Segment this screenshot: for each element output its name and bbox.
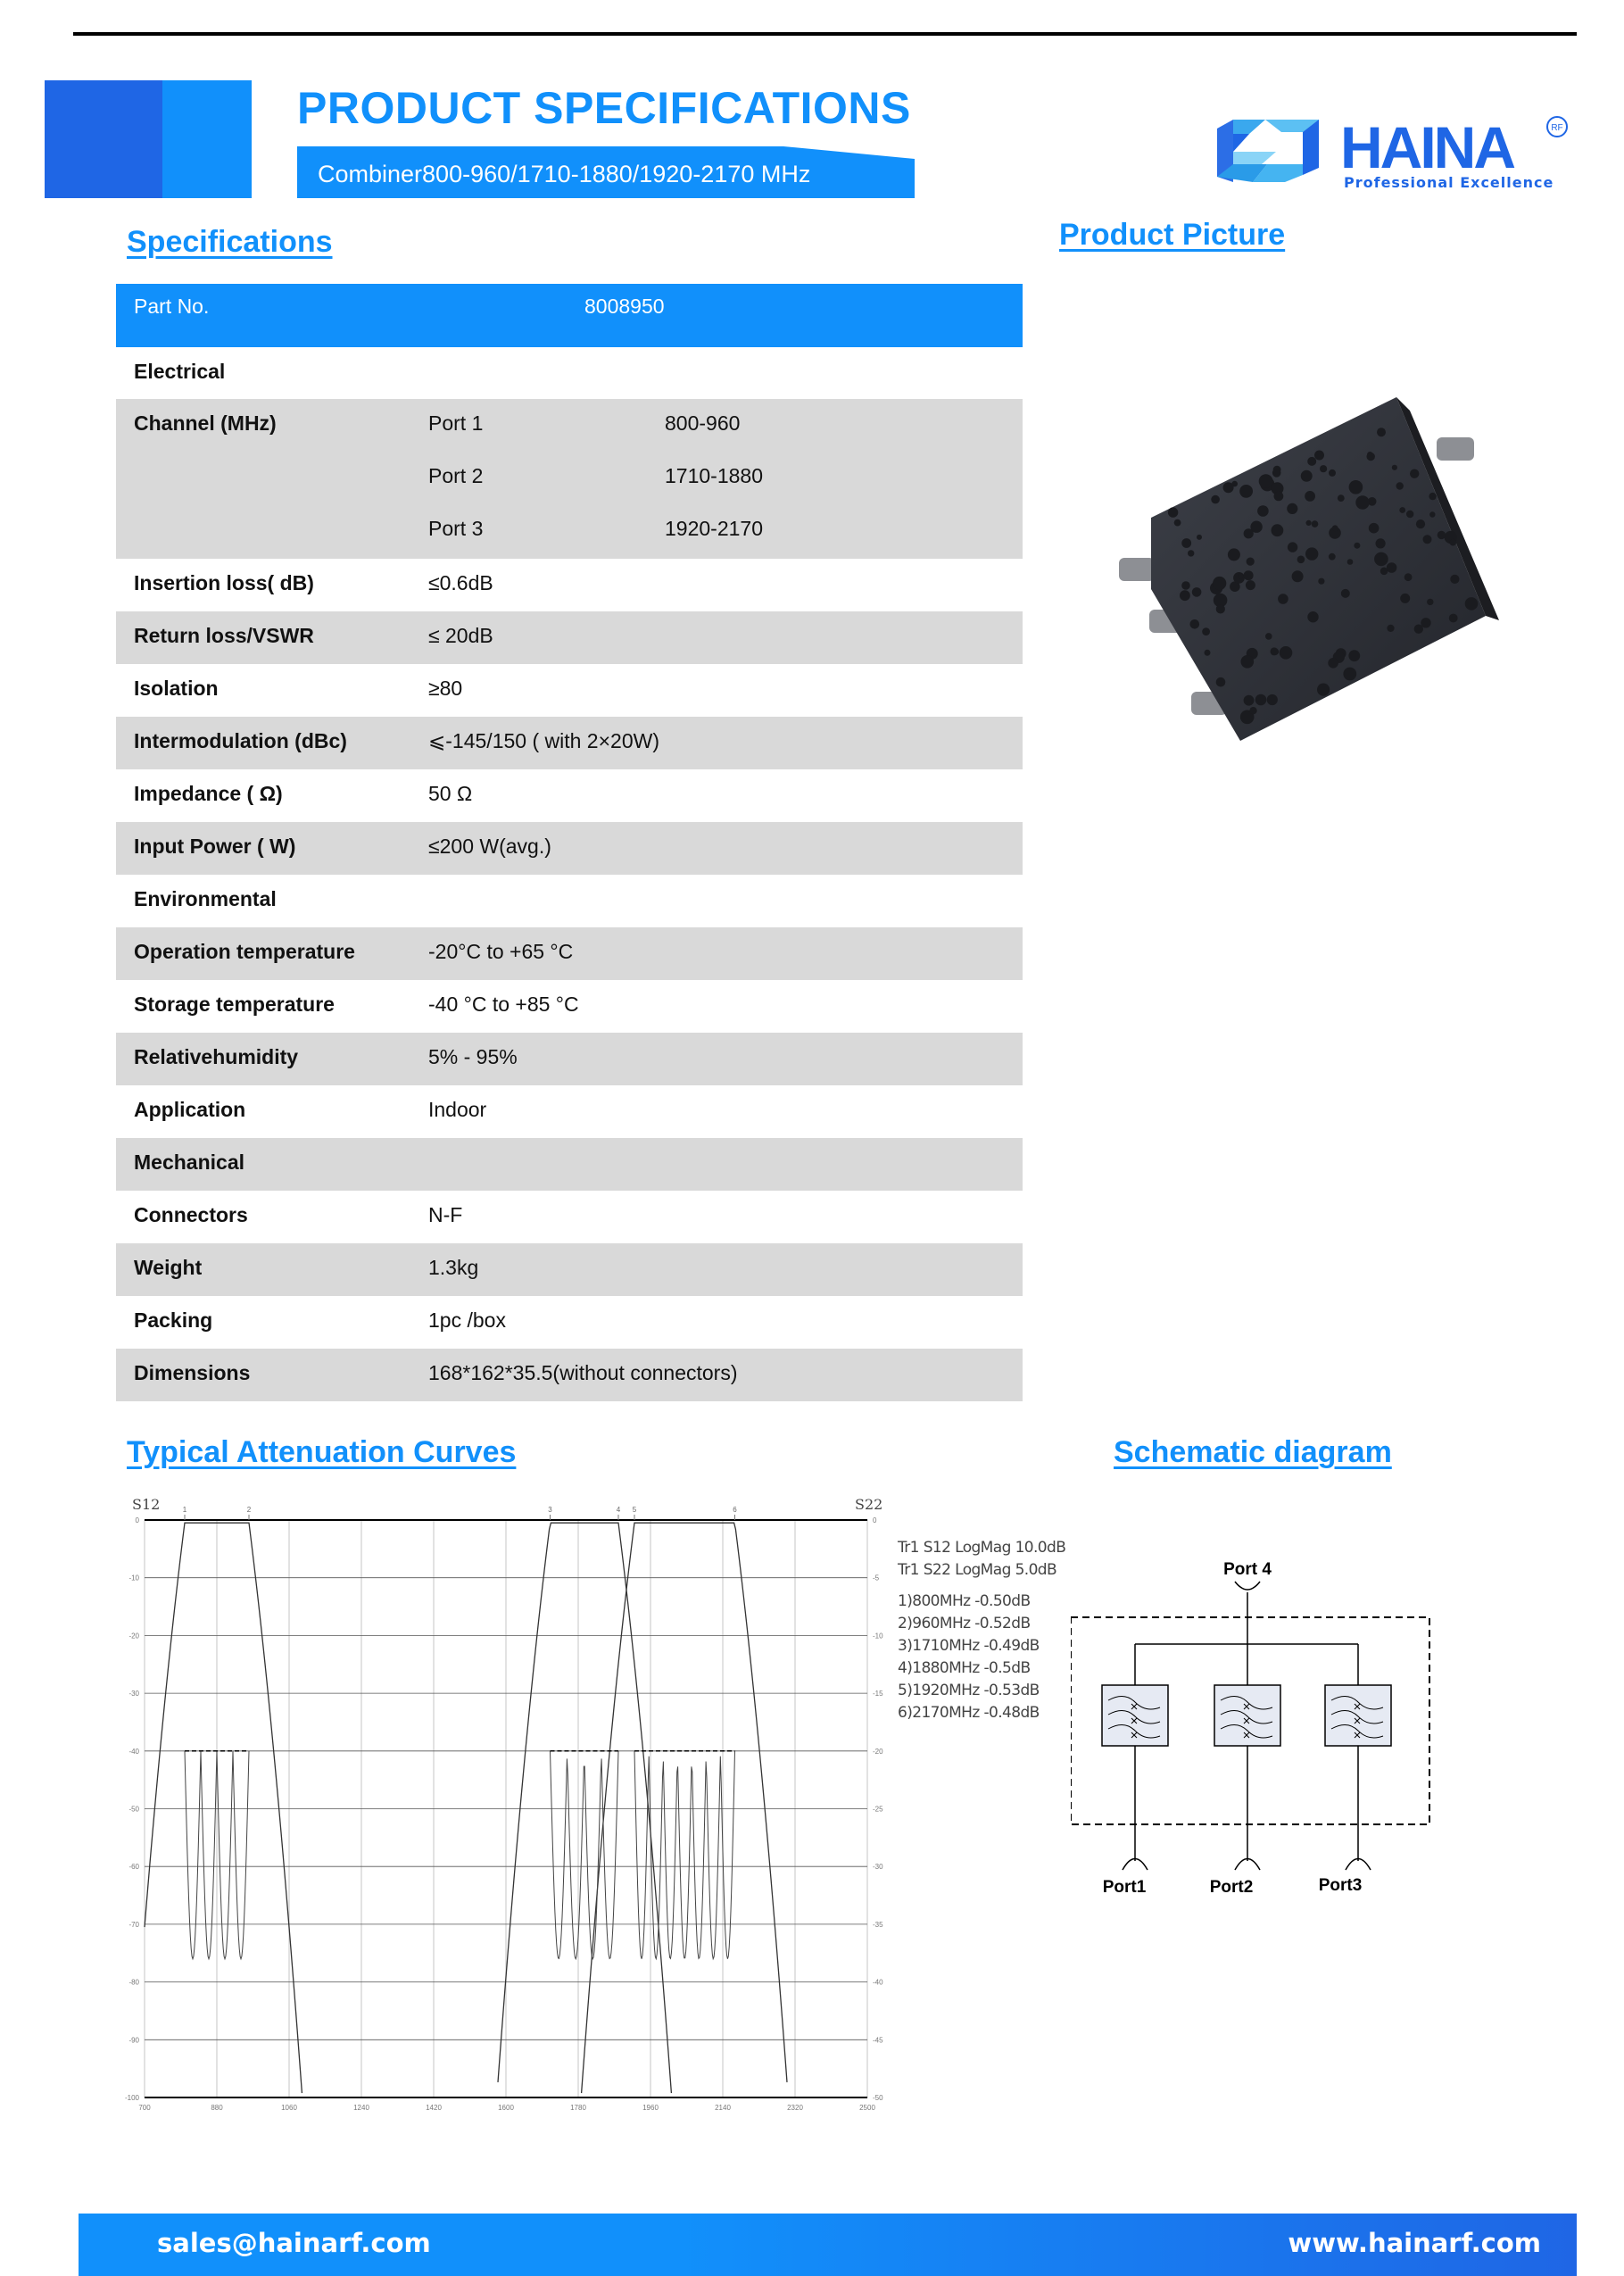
x-tick-label: 700 (138, 2104, 151, 2112)
x-tick-label: 2320 (787, 2104, 803, 2112)
s22-curve (634, 1751, 735, 1959)
tuning-screw (1244, 528, 1254, 538)
tuning-screw (1438, 531, 1446, 539)
y-tick-label-left: -60 (128, 1863, 139, 1872)
tuning-screw (1239, 485, 1253, 498)
y-tick-label-right: -35 (873, 1920, 883, 1929)
tuning-screw (1328, 658, 1338, 669)
x-tick-label: 1780 (570, 2104, 586, 2112)
s12-curve (582, 1523, 787, 2093)
spec-row (116, 927, 1023, 980)
tuning-screw (1257, 505, 1269, 517)
antenna-icon (1235, 1582, 1260, 1590)
spec-label: Dimensions (134, 1361, 251, 1384)
header-block-light (162, 80, 252, 198)
tuning-screw (1329, 469, 1336, 477)
y-tick-label-left: -30 (128, 1690, 139, 1699)
spec-row (116, 1243, 1023, 1296)
footer-website[interactable]: www.hainarf.com (1288, 2228, 1541, 2258)
schematic-heading: Schematic diagram (1114, 1435, 1392, 1469)
header-block-dark (45, 80, 162, 198)
spec-row (116, 1138, 1023, 1191)
tuning-screw (1347, 559, 1354, 565)
y-tick-label-left: -70 (128, 1920, 139, 1929)
spec-label: Input Power ( W) (134, 835, 296, 858)
spec-row (116, 1191, 1023, 1243)
tuning-screw (1416, 519, 1425, 528)
channel-range: 1920-2170 (665, 517, 763, 540)
spec-label: Impedance ( Ω) (134, 782, 283, 805)
tuning-screw (1400, 594, 1410, 603)
tuning-screw (1168, 507, 1178, 517)
tuning-screw (1241, 655, 1255, 669)
marker-label: 4 (616, 1506, 621, 1514)
tuning-screw (1267, 694, 1278, 705)
y-tick-label-left: 0 (135, 1516, 139, 1524)
tuning-screw (1255, 694, 1267, 706)
port-4-label: Port 4 (1223, 1560, 1272, 1579)
channel-range: 800-960 (665, 411, 741, 435)
spec-value: ≤0.6dB (428, 571, 493, 594)
attenuation-curves-heading: Typical Attenuation Curves (127, 1435, 517, 1469)
part-no-value: 8008950 (584, 295, 665, 318)
y-tick-label-right: -10 (873, 1632, 883, 1641)
product-picture-heading: Product Picture (1059, 218, 1286, 252)
spec-row (116, 717, 1023, 769)
spec-label: Environmental (134, 887, 277, 910)
tuning-screw (1287, 503, 1297, 514)
spec-row (116, 822, 1023, 875)
s12-curve (498, 1523, 671, 2093)
tuning-screw (1380, 568, 1388, 576)
tuning-screw (1211, 495, 1220, 504)
part-no-label: Part No. (134, 295, 210, 318)
y-tick-label-left: -80 (128, 1978, 139, 1987)
y-tick-label-left: -20 (128, 1632, 139, 1641)
tuning-screw (1181, 538, 1191, 548)
y-tick-label-left: -50 (128, 1805, 139, 1814)
top-rule (73, 32, 1577, 36)
marker-label: 1 (182, 1506, 187, 1514)
x-tick-label: 1420 (426, 2104, 442, 2112)
spec-row (116, 1296, 1023, 1349)
tuning-screw (1180, 590, 1190, 601)
channel-range: 1710-1880 (665, 464, 763, 487)
left-axis-label: S12 (132, 1496, 161, 1513)
product-photo (1106, 393, 1508, 750)
port-3-label: Port3 (1318, 1876, 1363, 1895)
tuning-screw (1305, 491, 1315, 502)
spec-value: 1pc /box (428, 1308, 506, 1332)
spec-row (116, 769, 1023, 822)
spec-label: Connectors (134, 1203, 248, 1226)
tuning-screw (1188, 550, 1194, 556)
svg-text:RF: RF (1551, 123, 1563, 133)
tuning-screw (1312, 520, 1319, 527)
spec-row (116, 611, 1023, 664)
tuning-screw (1374, 552, 1388, 567)
tuning-screw (1317, 684, 1330, 696)
tuning-screw (1399, 507, 1405, 513)
tuning-screw (1278, 594, 1288, 604)
tuning-screw (1305, 547, 1318, 560)
x-tick-label: 1060 (281, 2104, 297, 2112)
tuning-screw (1392, 465, 1397, 470)
spec-row (116, 399, 1023, 559)
tuning-screw (1265, 633, 1272, 640)
tuning-screw (1216, 677, 1226, 687)
y-tick-label-right: -50 (873, 2094, 883, 2102)
tuning-screw (1354, 543, 1360, 549)
spec-value: 50 Ω (428, 782, 473, 805)
tuning-screw (1465, 597, 1479, 611)
tuning-screw (1450, 539, 1457, 546)
spec-value: -40 °C to +85 °C (428, 993, 579, 1016)
tuning-screw (1228, 548, 1240, 561)
tuning-screw (1297, 556, 1305, 564)
tuning-screw (1259, 474, 1273, 488)
s22-curve (185, 1751, 249, 1959)
tuning-screw (1197, 535, 1202, 540)
spec-row (116, 875, 1023, 927)
legend-trace: Tr1 S12 LogMag 10.0dB (898, 1539, 1066, 1557)
tuning-screw (1406, 511, 1413, 518)
tuning-screw (1192, 587, 1202, 597)
y-tick-label-right: -15 (873, 1690, 883, 1699)
tuning-screw (1332, 525, 1338, 531)
spec-value: ≥80 (428, 677, 463, 700)
tuning-screw (1307, 611, 1318, 622)
specifications-heading: Specifications (127, 225, 333, 259)
tuning-screw (1244, 695, 1255, 706)
legend-marker: 5)1920MHz -0.53dB (898, 1682, 1040, 1699)
logo-wordmark: HAINA (1340, 114, 1513, 180)
tuning-screw (1174, 519, 1181, 527)
spec-label: Application (134, 1098, 246, 1121)
y-tick-label-right: -30 (873, 1863, 883, 1872)
tuning-screw (1231, 481, 1238, 487)
spec-value: N-F (428, 1203, 463, 1226)
spec-label: Operation temperature (134, 940, 355, 963)
tuning-screw (1377, 428, 1386, 436)
tuning-screw (1247, 558, 1255, 566)
marker-label: 3 (548, 1506, 552, 1514)
tuning-screw (1306, 520, 1312, 526)
tuning-screw (1244, 570, 1254, 580)
channel-port: Port 2 (428, 464, 484, 487)
tuning-screw (1449, 614, 1458, 623)
legend-marker: 6)2170MHz -0.48dB (898, 1704, 1040, 1722)
legend-marker: 3)1710MHz -0.49dB (898, 1637, 1040, 1655)
tuning-screw (1318, 578, 1324, 585)
part-no-row (116, 284, 1023, 347)
tuning-screw (1246, 580, 1255, 590)
tuning-screw (1292, 570, 1304, 582)
marker-label: 6 (733, 1506, 737, 1514)
tuning-screw (1423, 535, 1432, 544)
spec-value: -20°C to +65 °C (428, 940, 574, 963)
tuning-screw (1205, 650, 1211, 656)
logo-mark-icon (1214, 112, 1570, 193)
tuning-screw (1429, 511, 1435, 517)
tuning-screw (1307, 457, 1316, 466)
tuning-screw (1272, 524, 1284, 536)
svg-text:Professional Excellence: Professional Excellence (1344, 174, 1554, 191)
x-tick-label: 880 (211, 2104, 223, 2112)
spec-row (116, 980, 1023, 1033)
tuning-screw (1367, 453, 1375, 461)
tuning-screw (1349, 480, 1363, 494)
spec-row (116, 664, 1023, 717)
channel-port: Port 1 (428, 411, 484, 435)
legend-marker: 2)960MHz -0.52dB (898, 1615, 1031, 1632)
spec-label: Insertion loss( dB) (134, 571, 314, 594)
port-1-label: Port1 (1102, 1878, 1147, 1897)
channel-port: Port 3 (428, 517, 484, 540)
port-2-label: Port2 (1209, 1878, 1254, 1897)
spec-row (116, 1085, 1023, 1138)
y-tick-label-right: -5 (873, 1574, 880, 1582)
tuning-screw (1450, 575, 1459, 584)
marker-label: 5 (632, 1506, 637, 1514)
tuning-screw (1249, 707, 1256, 714)
y-tick-label-left: -10 (128, 1574, 139, 1582)
s22-curve (551, 1751, 619, 1959)
chart-legend (898, 1537, 1065, 1724)
tuning-screw (1343, 668, 1356, 681)
plot-area (145, 1520, 867, 2097)
x-tick-label: 1600 (498, 2104, 514, 2112)
tuning-screw (1376, 538, 1386, 548)
tuning-screw (1387, 562, 1397, 573)
x-tick-label: 1960 (642, 2104, 659, 2112)
tuning-screw (1271, 647, 1279, 655)
tuning-screw (1216, 604, 1225, 613)
schematic-diagram (1071, 1553, 1446, 1910)
y-tick-label-right: -20 (873, 1747, 883, 1756)
tuning-screw (1387, 625, 1394, 632)
spec-label: Mechanical (134, 1150, 244, 1174)
spec-value: ⩽-145/150 ( with 2×20W) (428, 729, 659, 752)
spec-value: 1.3kg (428, 1256, 479, 1279)
s12-curve (145, 1523, 302, 2093)
tuning-screw (1280, 646, 1293, 660)
spec-value: 168*162*35.5(without connectors) (428, 1361, 738, 1384)
legend-trace: Tr1 S22 LogMag 5.0dB (898, 1561, 1057, 1579)
tuning-screw (1274, 492, 1284, 502)
tuning-screw (1414, 625, 1423, 634)
y-tick-label-left: -100 (124, 2094, 139, 2102)
tuning-screw (1238, 573, 1243, 578)
spec-label: Packing (134, 1308, 213, 1332)
y-tick-label-right: -45 (873, 2036, 883, 2045)
spec-label: Isolation (134, 677, 219, 700)
tuning-screw (1272, 469, 1281, 478)
y-tick-label-right: -25 (873, 1805, 883, 1814)
spec-label: Return loss/VSWR (134, 624, 314, 647)
right-axis-label: S22 (855, 1496, 883, 1513)
legend-marker: 1)800MHz -0.50dB (898, 1592, 1031, 1610)
spec-value: 5% - 95% (428, 1045, 518, 1068)
tuning-screw (1369, 523, 1380, 534)
y-tick-label-left: -40 (128, 1747, 139, 1756)
y-tick-label-right: 0 (873, 1516, 877, 1524)
y-tick-label-right: -40 (873, 1978, 883, 1987)
spec-table (116, 284, 1023, 1401)
tuning-screw (1429, 493, 1436, 500)
brand-logo (1214, 112, 1570, 193)
spec-label: Storage temperature (134, 993, 335, 1016)
tuning-screw (1355, 495, 1369, 509)
tuning-screw (1213, 577, 1226, 590)
tuning-screw (1341, 589, 1350, 598)
tuning-screw (1202, 627, 1210, 635)
tuning-screw (1410, 469, 1419, 478)
tuning-screw (1329, 553, 1336, 561)
spec-value: ≤200 W(avg.) (428, 835, 551, 858)
spec-value: Indoor (428, 1098, 487, 1121)
spec-label: Electrical (134, 360, 226, 383)
y-tick-label-left: -90 (128, 2036, 139, 2045)
tuning-screw (1338, 494, 1345, 502)
tuning-screw (1427, 599, 1433, 605)
footer-bar (79, 2214, 1577, 2276)
page-title: PRODUCT SPECIFICATIONS (297, 83, 911, 133)
marker-label: 2 (246, 1506, 252, 1514)
tuning-screw (1301, 470, 1313, 482)
spec-label: Channel (MHz) (134, 411, 277, 435)
tuning-screw (1348, 650, 1360, 661)
tuning-screw (1190, 619, 1200, 629)
tuning-screw (1320, 465, 1327, 472)
x-tick-label: 2140 (715, 2104, 731, 2112)
x-tick-label: 1240 (353, 2104, 369, 2112)
tuning-screw (1396, 482, 1404, 489)
spec-label: Intermodulation (dBc) (134, 729, 347, 752)
x-tick-label: 2500 (859, 2104, 875, 2112)
spec-value: ≤ 20dB (428, 624, 493, 647)
product-subtitle: Combiner800-960/1710-1880/1920-2170 MHz (318, 161, 811, 187)
spec-row (116, 1349, 1023, 1401)
spec-row (116, 1033, 1023, 1085)
spec-label: Weight (134, 1256, 203, 1279)
tuning-screw (1314, 451, 1324, 461)
legend-marker: 4)1880MHz -0.5dB (898, 1659, 1031, 1677)
spec-row (116, 347, 1023, 399)
spec-row (116, 559, 1023, 611)
tuning-screw (1288, 542, 1297, 552)
tuning-screw (1181, 581, 1190, 590)
footer-email[interactable]: sales@hainarf.com (157, 2228, 431, 2258)
spec-label: Relativehumidity (134, 1045, 299, 1068)
tuning-screw (1404, 573, 1413, 581)
